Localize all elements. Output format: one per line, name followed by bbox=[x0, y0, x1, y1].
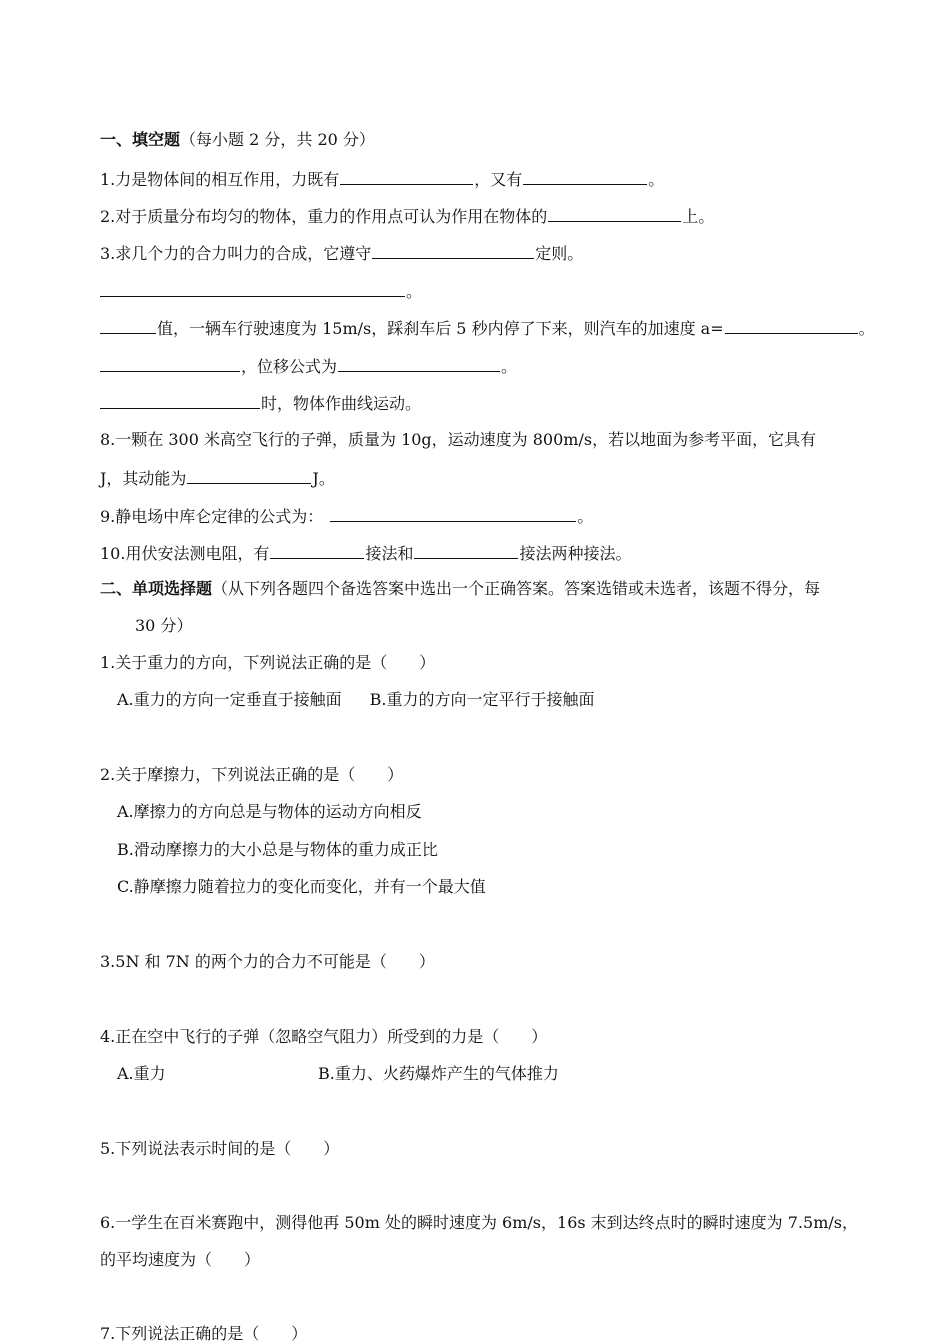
mc6-text-line2: 的平均速度为（ ） bbox=[100, 1250, 261, 1269]
q5-blank-2[interactable] bbox=[725, 317, 858, 334]
section2-heading-line bbox=[100, 579, 820, 599]
q2-text-b: 上。 bbox=[682, 207, 715, 226]
mc4-option-a[interactable]: A.重力 bbox=[117, 1064, 166, 1083]
mc1-stem: 1.关于重力的方向，下列说法正确的是（ ） bbox=[100, 653, 436, 672]
section1-note: （每小题 2 分，共 20 分） bbox=[180, 130, 375, 149]
mc-question-2 bbox=[100, 765, 403, 785]
question-9 bbox=[100, 505, 593, 525]
mc-question-6-line-1 bbox=[100, 1213, 858, 1233]
q9-blank-1[interactable] bbox=[330, 505, 576, 522]
section1-title: 一、填空题 bbox=[100, 130, 181, 149]
section2-note: （从下列各题四个备选答案中选出一个正确答案。答案选错或未选者，该题不得分，每 bbox=[212, 579, 821, 598]
mc6-text-line1: 6.一学生在百米赛跑中，测得他再 50m 处的瞬时速度为 6m/s，16s 末到达终点时的瞬时速度为 7.5m/s， bbox=[100, 1213, 858, 1232]
q5-blank-1[interactable] bbox=[100, 317, 156, 334]
mc4-options-row bbox=[117, 1064, 559, 1084]
q1-text-c: 。 bbox=[648, 170, 665, 189]
mc4-option-b[interactable]: B.重力、火药爆炸产生的气体推力 bbox=[318, 1064, 559, 1083]
question-10 bbox=[100, 542, 631, 562]
mc2-option-a-row bbox=[117, 802, 422, 822]
q10-blank-1[interactable] bbox=[270, 542, 364, 559]
question-1 bbox=[100, 168, 664, 188]
mc7-stem: 7.下列说法正确的是（ ） bbox=[100, 1324, 308, 1343]
question-7 bbox=[100, 392, 421, 412]
mc2-option-c-row bbox=[117, 877, 486, 897]
mc2-option-a[interactable]: A.摩擦力的方向总是与物体的运动方向相反 bbox=[117, 802, 422, 821]
question-5 bbox=[100, 317, 875, 337]
q6-text-a: ，位移公式为 bbox=[241, 357, 338, 376]
mc1-option-b[interactable]: B.重力的方向一定平行于接触面 bbox=[369, 690, 595, 709]
q1-blank-1[interactable] bbox=[340, 168, 473, 185]
q10-text-a: 10.用伏安法测电阻，有 bbox=[100, 544, 270, 563]
section2-title: 二、单项选择题 bbox=[100, 579, 213, 598]
q1-text-a: 1.力是物体间的相互作用，力既有 bbox=[100, 170, 340, 189]
q9-text-a: 9.静电场中库仑定律的公式为： bbox=[100, 507, 324, 526]
section2-note-line-2 bbox=[135, 616, 192, 636]
question-4 bbox=[100, 280, 422, 300]
q5-text-b: 。 bbox=[858, 319, 875, 338]
mc-question-7 bbox=[100, 1324, 307, 1344]
q3-blank-1[interactable] bbox=[372, 242, 534, 259]
q4-blank-1[interactable] bbox=[100, 280, 405, 297]
q6-text-b: 。 bbox=[501, 357, 518, 376]
q8-text-b: J。 bbox=[312, 469, 335, 488]
q6-blank-2[interactable] bbox=[338, 355, 500, 372]
section1-heading-line bbox=[100, 130, 375, 150]
mc5-stem: 5.下列说法表示时间的是（ ） bbox=[100, 1139, 340, 1158]
q8-blank-1[interactable] bbox=[187, 467, 311, 484]
q5-text-a: 值，一辆车行驶速度为 15m/s，踩刹车后 5 秒内停了下来，则汽车的加速度 a= bbox=[157, 319, 724, 338]
q2-text-a: 2.对于质量分布均匀的物体，重力的作用点可认为作用在物体的 bbox=[100, 207, 548, 226]
q10-text-c: 接法两种接法。 bbox=[519, 544, 632, 563]
mc4-stem: 4.正在空中飞行的子弹（忽略空气阻力）所受到的力是（ ） bbox=[100, 1027, 548, 1046]
question-3 bbox=[100, 242, 583, 262]
question-8-line-2 bbox=[100, 467, 335, 487]
q1-text-b: ，又有 bbox=[474, 170, 523, 189]
q6-blank-1[interactable] bbox=[100, 355, 240, 372]
mc-question-5 bbox=[100, 1139, 339, 1159]
question-2 bbox=[100, 205, 714, 225]
q3-text-a: 3.求几个力的合力叫力的合成，它遵守 bbox=[100, 244, 372, 263]
q9-text-b: 。 bbox=[577, 507, 594, 526]
q10-text-b: 接法和 bbox=[365, 544, 414, 563]
q2-blank-1[interactable] bbox=[548, 205, 681, 222]
question-6 bbox=[100, 355, 517, 375]
mc-question-1 bbox=[100, 653, 435, 673]
mc1-options-row bbox=[117, 690, 595, 710]
q10-blank-2[interactable] bbox=[414, 542, 518, 559]
question-8-line-1 bbox=[100, 430, 816, 450]
q7-blank-1[interactable] bbox=[100, 392, 260, 409]
q8-text-line1: 8.一颗在 300 米高空飞行的子弹，质量为 10g，运动速度为 800m/s，若以地面为参考平面，它具有 bbox=[100, 430, 817, 449]
section2-note-2: 30 分） bbox=[135, 616, 193, 635]
mc-question-3 bbox=[100, 952, 435, 972]
mc2-stem: 2.关于摩擦力，下列说法正确的是（ ） bbox=[100, 765, 404, 784]
mc2-option-b-row bbox=[117, 840, 438, 860]
q4-text-end: 。 bbox=[406, 282, 423, 301]
mc-question-6-line-2 bbox=[100, 1250, 260, 1270]
mc2-option-c[interactable]: C.静摩擦力随着拉力的变化而变化，并有一个最大值 bbox=[117, 877, 486, 896]
q3-text-b: 定则。 bbox=[535, 244, 584, 263]
q1-blank-2[interactable] bbox=[523, 168, 647, 185]
q8-text-a: J，其动能为 bbox=[100, 469, 187, 488]
mc3-stem: 3.5N 和 7N 的两个力的合力不可能是（ ） bbox=[100, 952, 435, 971]
q7-text-a: 时，物体作曲线运动。 bbox=[261, 394, 422, 413]
mc1-option-a[interactable]: A.重力的方向一定垂直于接触面 bbox=[117, 690, 342, 709]
mc2-option-b[interactable]: B.滑动摩擦力的大小总是与物体的重力成正比 bbox=[117, 840, 438, 859]
mc-question-4 bbox=[100, 1027, 547, 1047]
